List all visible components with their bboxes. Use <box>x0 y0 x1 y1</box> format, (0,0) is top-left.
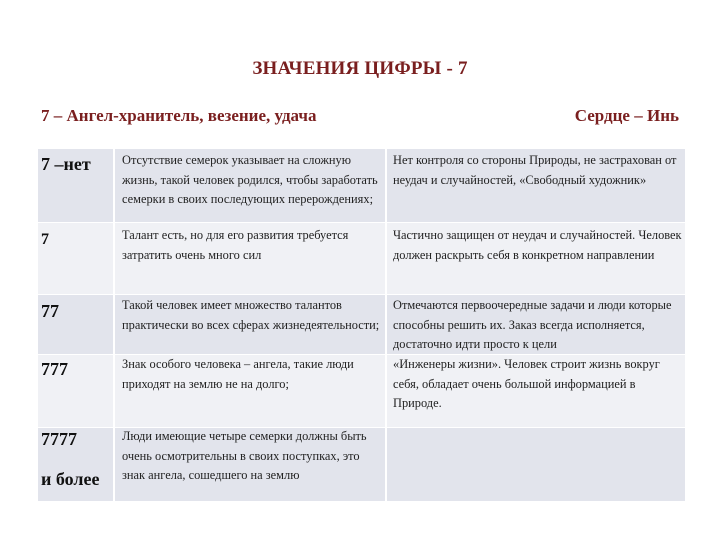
subtitle-left: 7 – Ангел-хранитель, везение, удача <box>41 106 317 125</box>
row-label-no-seven: 7 –нет <box>41 154 91 174</box>
column-divider <box>385 149 387 501</box>
row-middle-text: Такой человек имеет множество талантов практически во всех сферах жизнедеятельности; <box>122 298 380 332</box>
subtitle-right: Сердце – Инь <box>574 106 679 125</box>
column-divider <box>113 149 115 501</box>
row-label-seven: 7 <box>41 231 49 248</box>
row-label-777: 777 <box>41 359 68 379</box>
row-middle-text: Люди имеющие четыре семерки должны быть очень осмотрительны в своих поступках, это знак ангела, сошедшего на землю <box>122 429 367 482</box>
row-right-text: Отмечаются первоочередные задачи и люди которые способны решить их. Заказ всегда исполняется, достаточно идти просто к цели <box>393 298 672 351</box>
row-divider <box>38 222 685 223</box>
row-label-and-more: и более <box>41 469 100 489</box>
row-middle-text: Отсутствие семерок указывает на сложную жизнь, такой человек родился, чтобы заработать семерки в своих последующих перерождениях; <box>122 153 378 206</box>
row-right-text: Частично защищен от неудач и случайностей. Человек должен раскрыть себя в конкретном направлении <box>393 228 682 262</box>
row-right-text: Нет контроля со стороны Природы, не застрахован от неудач и случайностей, «Свободный художник» <box>393 153 677 187</box>
row-middle-text: Талант есть, но для его развития требуется затратить очень много сил <box>122 228 349 262</box>
row-right-text: «Инженеры жизни». Человек строит жизнь вокруг себя, обладает очень большой информацией в Природе. <box>393 357 660 410</box>
row-label-77: 77 <box>41 301 59 321</box>
meanings-table <box>38 149 685 501</box>
row-label-7777: 7777 <box>41 429 77 449</box>
row-divider <box>38 294 685 295</box>
row-middle-text: Знак особого человека – ангела, такие люди приходят на землю не на долго; <box>122 357 354 391</box>
page-title: ЗНАЧЕНИЯ ЦИФРЫ - 7 <box>252 58 468 79</box>
